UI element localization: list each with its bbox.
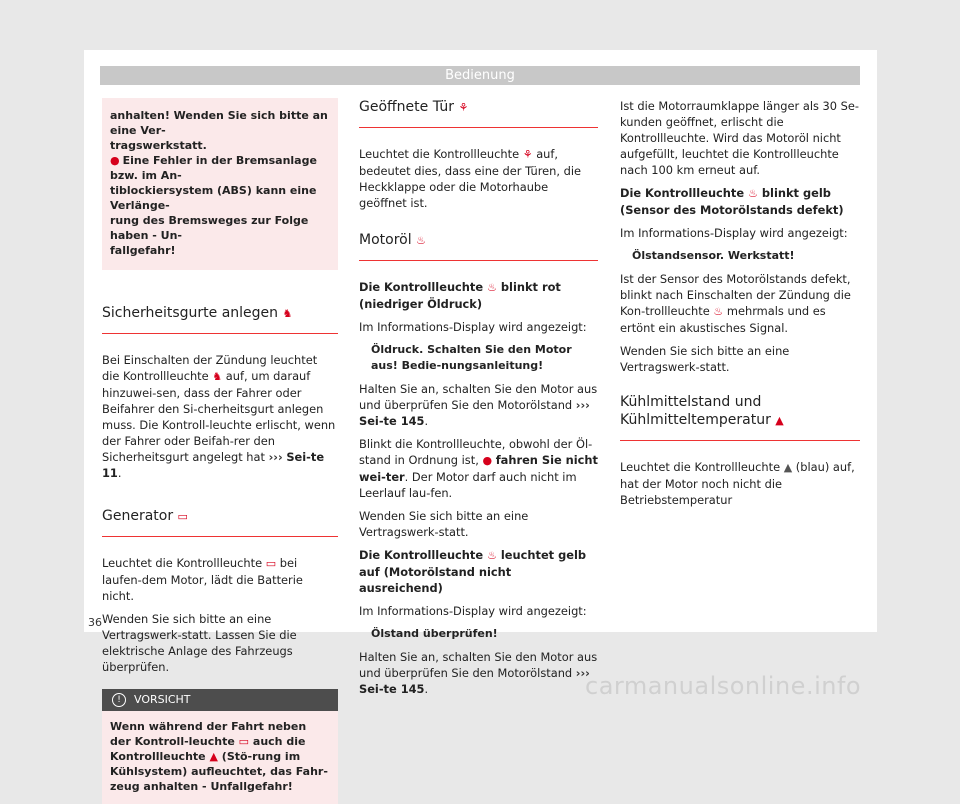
section-title-generator: Generator ▭ [102, 507, 338, 537]
oil-paragraph-6: Halten Sie an, schalten Sie den Motor aus und überprüfen Sie den Motorölstand ››› Sei-te 145. [359, 650, 598, 696]
warning-text-6: fallgefahr! [110, 244, 176, 257]
reference-arrow-icon: ››› [575, 666, 590, 680]
battery-icon: ▭ [238, 735, 250, 748]
coolant-icon: ▲ [775, 414, 784, 427]
reference-arrow-icon: ››› [268, 450, 283, 464]
oil-paragraph-3: Blinkt die Kontrollleuchte, obwohl der Öl-stand in Ordnung ist, ● fahren Sie nicht wei-ter. Der Motor darf auch nicht im Leerlauf lau-fen. [359, 437, 598, 500]
oil-can-icon: ♨ [416, 234, 426, 247]
warning-text-4: tiblockiersystem (ABS) kann eine Verlänge- [110, 184, 317, 212]
oil-display-message-1: Öldruck. Schalten Sie den Motor aus! Bedie-nungsanleitung! [371, 343, 572, 372]
oil-paragraph-1: Im Informations-Display wird angezeigt: [359, 320, 587, 334]
caution-box [102, 689, 338, 804]
oil-paragraph-9: Ist der Sensor des Motorölstands defekt, blinkt nach Einschalten der Zündung die Kon-trollleuchte ♨ mehrmals und es ertönt ein akustisches Signal. [620, 272, 851, 335]
oil-can-icon: ♨ [487, 549, 497, 562]
coolant-icon: ▲ [209, 750, 218, 763]
section-title-door: Geöffnete Tür ⚘ [359, 98, 598, 128]
section-title-oil: Motoröl ♨ [359, 231, 598, 261]
section-title-belt: Sicherheitsgurte anlegen ♞ [102, 304, 338, 334]
page-reference-link[interactable]: Sei-te 145 [359, 682, 425, 696]
oil-paragraph-2: Halten Sie an, schalten Sie den Motor aus und überprüfen Sie den Motorölstand ››› Sei-te 145. [359, 382, 598, 428]
generator-paragraph-1: Leuchtet die Kontrollleuchte ▭ bei laufen-dem Motor, lädt die Batterie nicht. [102, 556, 303, 603]
battery-icon: ▭ [177, 510, 188, 523]
oil-paragraph-7: Ist die Motorraumklappe länger als 30 Se-kunden geöffnet, erlischt die Kontrollleuchte. Wird das Motoröl nicht aufgefüllt, leuchtet die Kontrollleuchte nach 100 km erneut auf. [620, 99, 859, 177]
stop-icon: ● [482, 454, 493, 467]
oil-paragraph-10: Wenden Sie sich bitte an eine Vertragswerk-statt. [620, 344, 790, 374]
warning-text-1: anhalten! Wenden Sie sich bitte an eine Ver- [110, 109, 328, 137]
warning-text-5: rung des Bremsweges zur Folge haben - Un- [110, 214, 309, 242]
door-paragraph: Leuchtet die Kontrollleuchte ⚘ auf, bedeutet dies, dass eine der Türen, die Heckklappe oder die Motorhaube geöffnet ist. [359, 147, 582, 210]
seatbelt-icon: ♞ [212, 370, 223, 383]
warning-text-3: Eine Fehler in der Bremsanlage bzw. im An- [110, 154, 317, 182]
oil-heading-yellow: Die Kontrollleuchte ♨ leuchtet gelb auf (Motorölstand nicht ausreichend) [359, 548, 587, 595]
warning-box [102, 98, 338, 270]
info-icon: ! [112, 693, 126, 707]
page-number: 36 [88, 616, 102, 629]
oil-display-message-2: Ölstand überprüfen! [371, 627, 498, 640]
page-reference-link[interactable]: Sei-te 11 [102, 450, 325, 480]
column-right [620, 98, 860, 515]
oil-can-icon: ♨ [748, 187, 758, 200]
oil-paragraph-4: Wenden Sie sich bitte an eine Vertragswerk-statt. [359, 509, 529, 539]
seatbelt-icon: ♞ [282, 307, 293, 320]
oil-can-icon: ♨ [713, 305, 724, 318]
coolant-paragraph: Leuchtet die Kontrollleuchte ▲ (blau) auf, hat der Motor noch nicht die Betriebstemperatur [620, 460, 855, 507]
oil-heading-red: Die Kontrollleuchte ♨ blinkt rot (niedriger Öldruck) [359, 280, 561, 311]
warning-text-2: tragswerkstatt. [110, 139, 207, 152]
page-reference-link[interactable]: Sei-te 145 [359, 414, 425, 428]
caution-header: ! VORSICHT [102, 689, 338, 711]
coolant-icon: ▲ [783, 461, 793, 474]
bullet-icon: ● [110, 154, 120, 167]
oil-heading-sensor: Die Kontrollleuchte ♨ blinkt gelb (Sensor des Motorölstands defekt) [620, 186, 844, 217]
oil-paragraph-8: Im Informations-Display wird angezeigt: [620, 226, 848, 240]
column-middle [359, 98, 598, 704]
oil-display-message-3: Ölstandsensor. Werkstatt! [632, 249, 795, 262]
oil-can-icon: ♨ [487, 281, 497, 294]
reference-arrow-icon: ››› [575, 398, 590, 412]
battery-icon: ▭ [265, 557, 277, 570]
caution-text: Wenn während der Fahrt neben der Kontroll-leuchte ▭ auch die Kontrollleuchte ▲ (Stö-rung im Kühlsystem) aufleuchtet, das Fahr-zeug anhalten - Unfallgefahr! [110, 720, 328, 793]
belt-paragraph: Bei Einschalten der Zündung leuchtet die Kontrollleuchte ♞ auf, um darauf hinzuwei-sen, dass der Fahrer oder Beifahrer den Si-cherheitsgurt anlegen muss. Die Kontroll-leuchte erlischt, wenn der Fahrer oder Beifah-rer den Sicherheitsgurt angelegt hat ››› Sei-te 11. [102, 353, 336, 480]
oil-paragraph-5: Im Informations-Display wird angezeigt: [359, 604, 587, 618]
section-title-coolant: Kühlmittelstand und Kühlmitteltemperatur ▲ [620, 393, 860, 441]
column-left [102, 98, 338, 804]
door-open-icon: ⚘ [522, 148, 533, 161]
page-header: Bedienung [100, 66, 860, 85]
watermark-text: carmanualsonline.info [585, 672, 862, 700]
generator-paragraph-2: Wenden Sie sich bitte an eine Vertragswerk-statt. Lassen Sie die elektrische Anlage des Fahrzeugs überprüfen. [102, 612, 297, 674]
door-open-icon: ⚘ [458, 101, 469, 114]
